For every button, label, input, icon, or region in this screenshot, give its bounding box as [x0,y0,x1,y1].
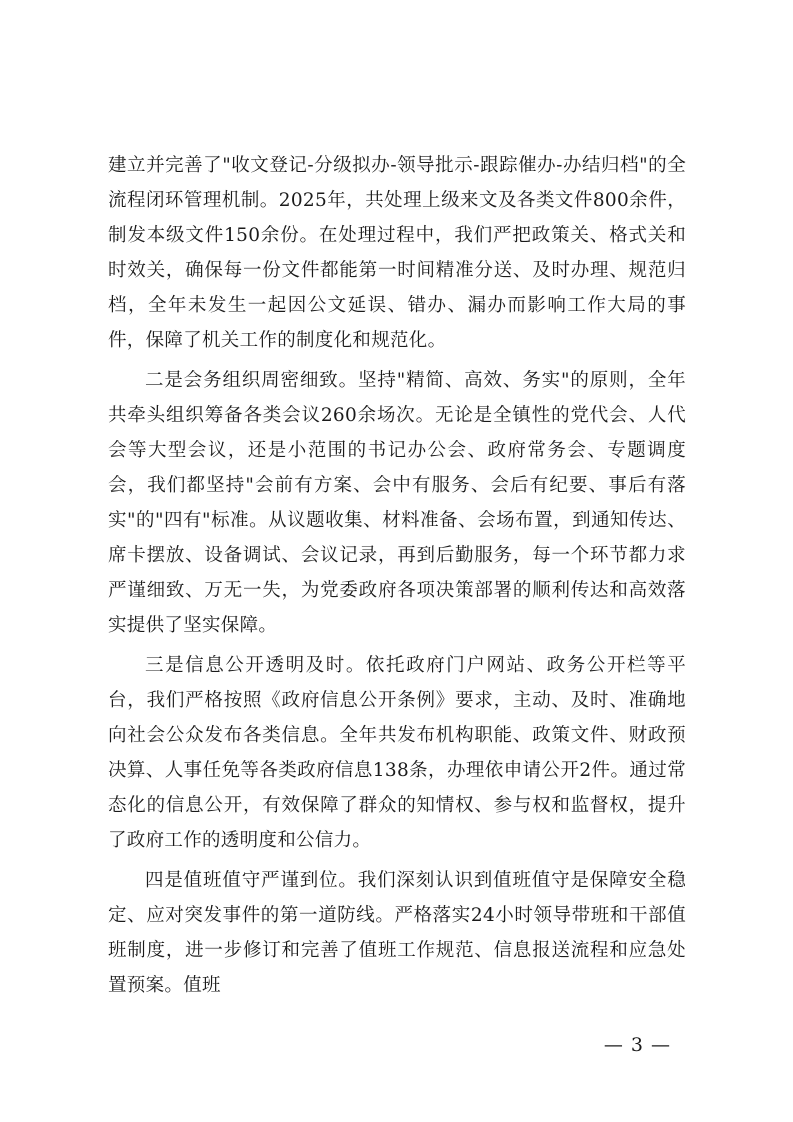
paragraph-meeting-organization: 二是会务组织周密细致。坚持"精简、高效、务实"的原则，全年共牵头组织筹备各类会议260余场次。无论是全镇性的党代会、人代会等大型会议，还是小范围的书记办公会、政府常务会、专题调度会，我们都坚持"会前有方案、会中有服务、会后有纪要、事后有落实"的"四有"标准。从议题收集、材料准备、会场布置，到通知传达、席卡摆放、设备调试、会议记录，再到后勤服务，每一个环节都力求严谨细致、万无一失，为党委政府各项决策部署的顺利传达和高效落实提供了坚实保障。 [108,370,686,636]
paragraph-duty-shift: 四是值班值守严谨到位。我们深刻认识到值班值守是保障安全稳定、应对突发事件的第一道防线。严格落实24小时领导带班和干部值班制度，进一步修订和完善了值班工作规范、信息报送流程和应急处置预案。值班 [108,870,686,996]
paragraph-continuation: 建立并完善了"收文登记-分级拟办-领导批示-跟踪催办-办结归档"的全流程闭环管理机制。2025年，共处理上级来文及各类文件800余件，制发本级文件150余份。在处理过程中，我们严把政策关、格式关和时效关，确保每一份文件都能第一时间精准分送、及时办理、规范归档，全年未发生一起因公文延误、错办、漏办而影响工作大局的事件，保障了机关工作的制度化和规范化。 [108,155,686,351]
page-number: — 3 — [603,1034,671,1056]
paragraph-information-disclosure: 三是信息公开透明及时。依托政府门户网站、政务公开栏等平台，我们严格按照《政府信息公开条例》要求，主动、及时、准确地向社会公众发布各类信息。全年共发布机构职能、政策文件、财政预决算、人事任免等各类政府信息138条，办理依申请公开2件。通过常态化的信息公开，有效保障了群众的知情权、参与权和监督权，提升了政府工作的透明度和公信力。 [108,655,686,851]
document-body [108,148,686,1008]
